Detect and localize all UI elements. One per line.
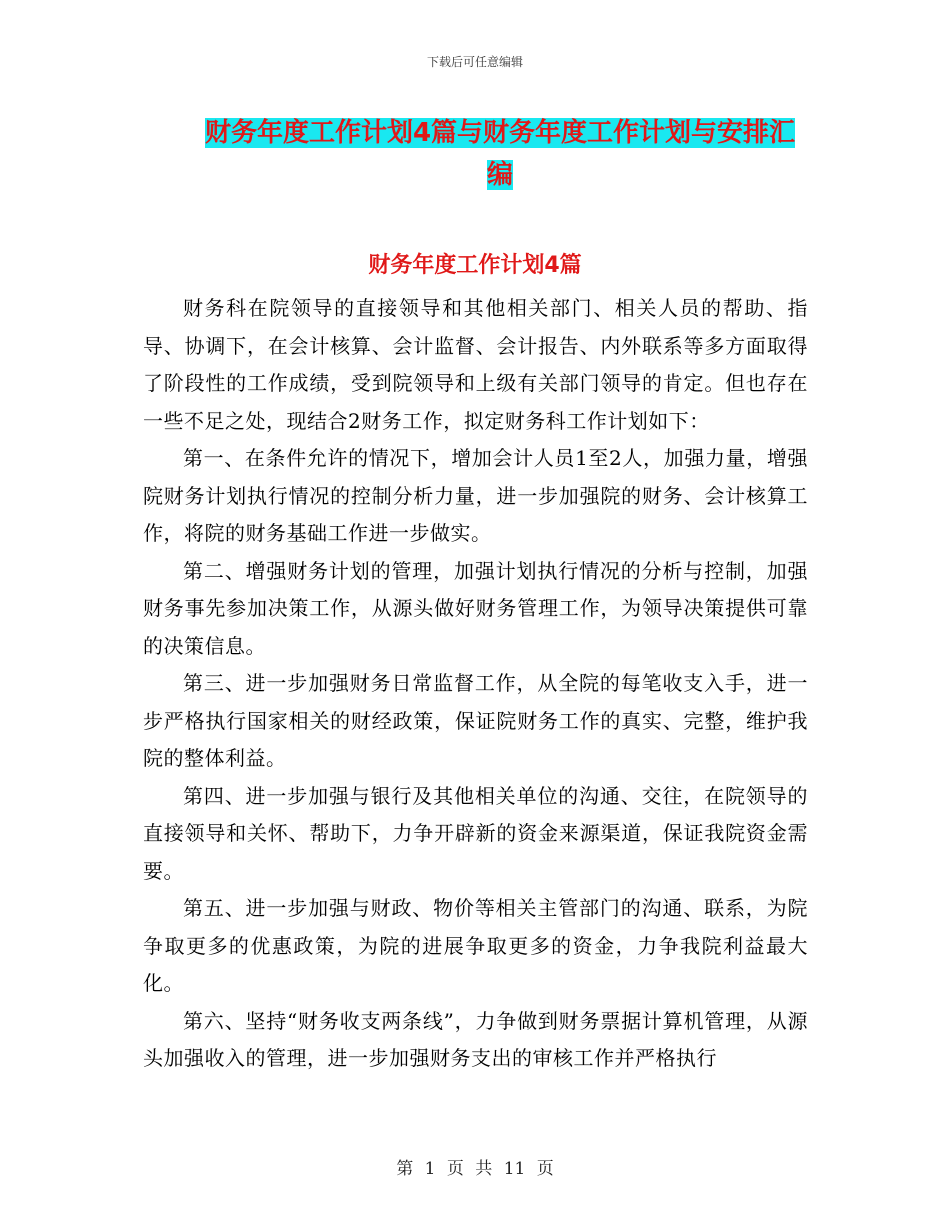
page-footer: 第 1 页 共 11 页 <box>396 1159 554 1179</box>
page-header-note: 下载后可任意编辑 <box>426 55 523 69</box>
paragraph-item-4: 第四、进一步加强与银行及其他相关单位的沟通、交往，在院领导的直接领导和关怀、帮助下，力争开辟新的资金来源渠道，保证我院资金需要。 <box>143 783 808 883</box>
document-title <box>195 112 805 196</box>
paragraph-item-5: 第五、进一步加强与财政、物价等相关主管部门的沟通、联系，为院争取更多的优惠政策，为院的进展争取更多的资金，力争我院利益最大化。 <box>143 896 808 995</box>
paragraph-intro: 财务科在院领导的直接领导和其他相关部门、相关人员的帮助、指导、协调下，在会计核算、会计监督、会计报告、内外联系等多方面取得了阶段性的工作成绩，受到院领导和上级有关部门领导的肯定。但也存在一些不足之处，现结合2财务工作，拟定财务科工作计划如下： <box>143 296 808 433</box>
section-title: 财务年度工作计划4篇 <box>368 253 582 278</box>
paragraph-item-6: 第六、坚持“财务收支两条线”，力争做到财务票据计算机管理，从源头加强收入的管理，进一步加强财务支出的审核工作并严格执行 <box>143 1008 808 1070</box>
paragraph-item-2: 第二、增强财务计划的管理，加强计划执行情况的分析与控制，加强财务事先参加决策工作，从源头做好财务管理工作，为领导决策提供可靠的决策信息。 <box>143 558 808 658</box>
document-body <box>143 290 808 1078</box>
paragraph-item-1: 第一、在条件允许的情况下，增加会计人员1至2人，加强力量，增强院财务计划执行情况的控制分析力量，进一步加强院的财务、会计核算工作，将院的财务基础工作进一步做实。 <box>143 446 808 545</box>
document-title-text: 财务年度工作计划4篇与财务年度工作计划与安排汇编 <box>204 118 796 190</box>
paragraph-item-3: 第三、进一步加强财务日常监督工作，从全院的每笔收支入手，进一步严格执行国家相关的财经政策，保证院财务工作的真实、完整，维护我院的整体利益。 <box>143 671 808 770</box>
